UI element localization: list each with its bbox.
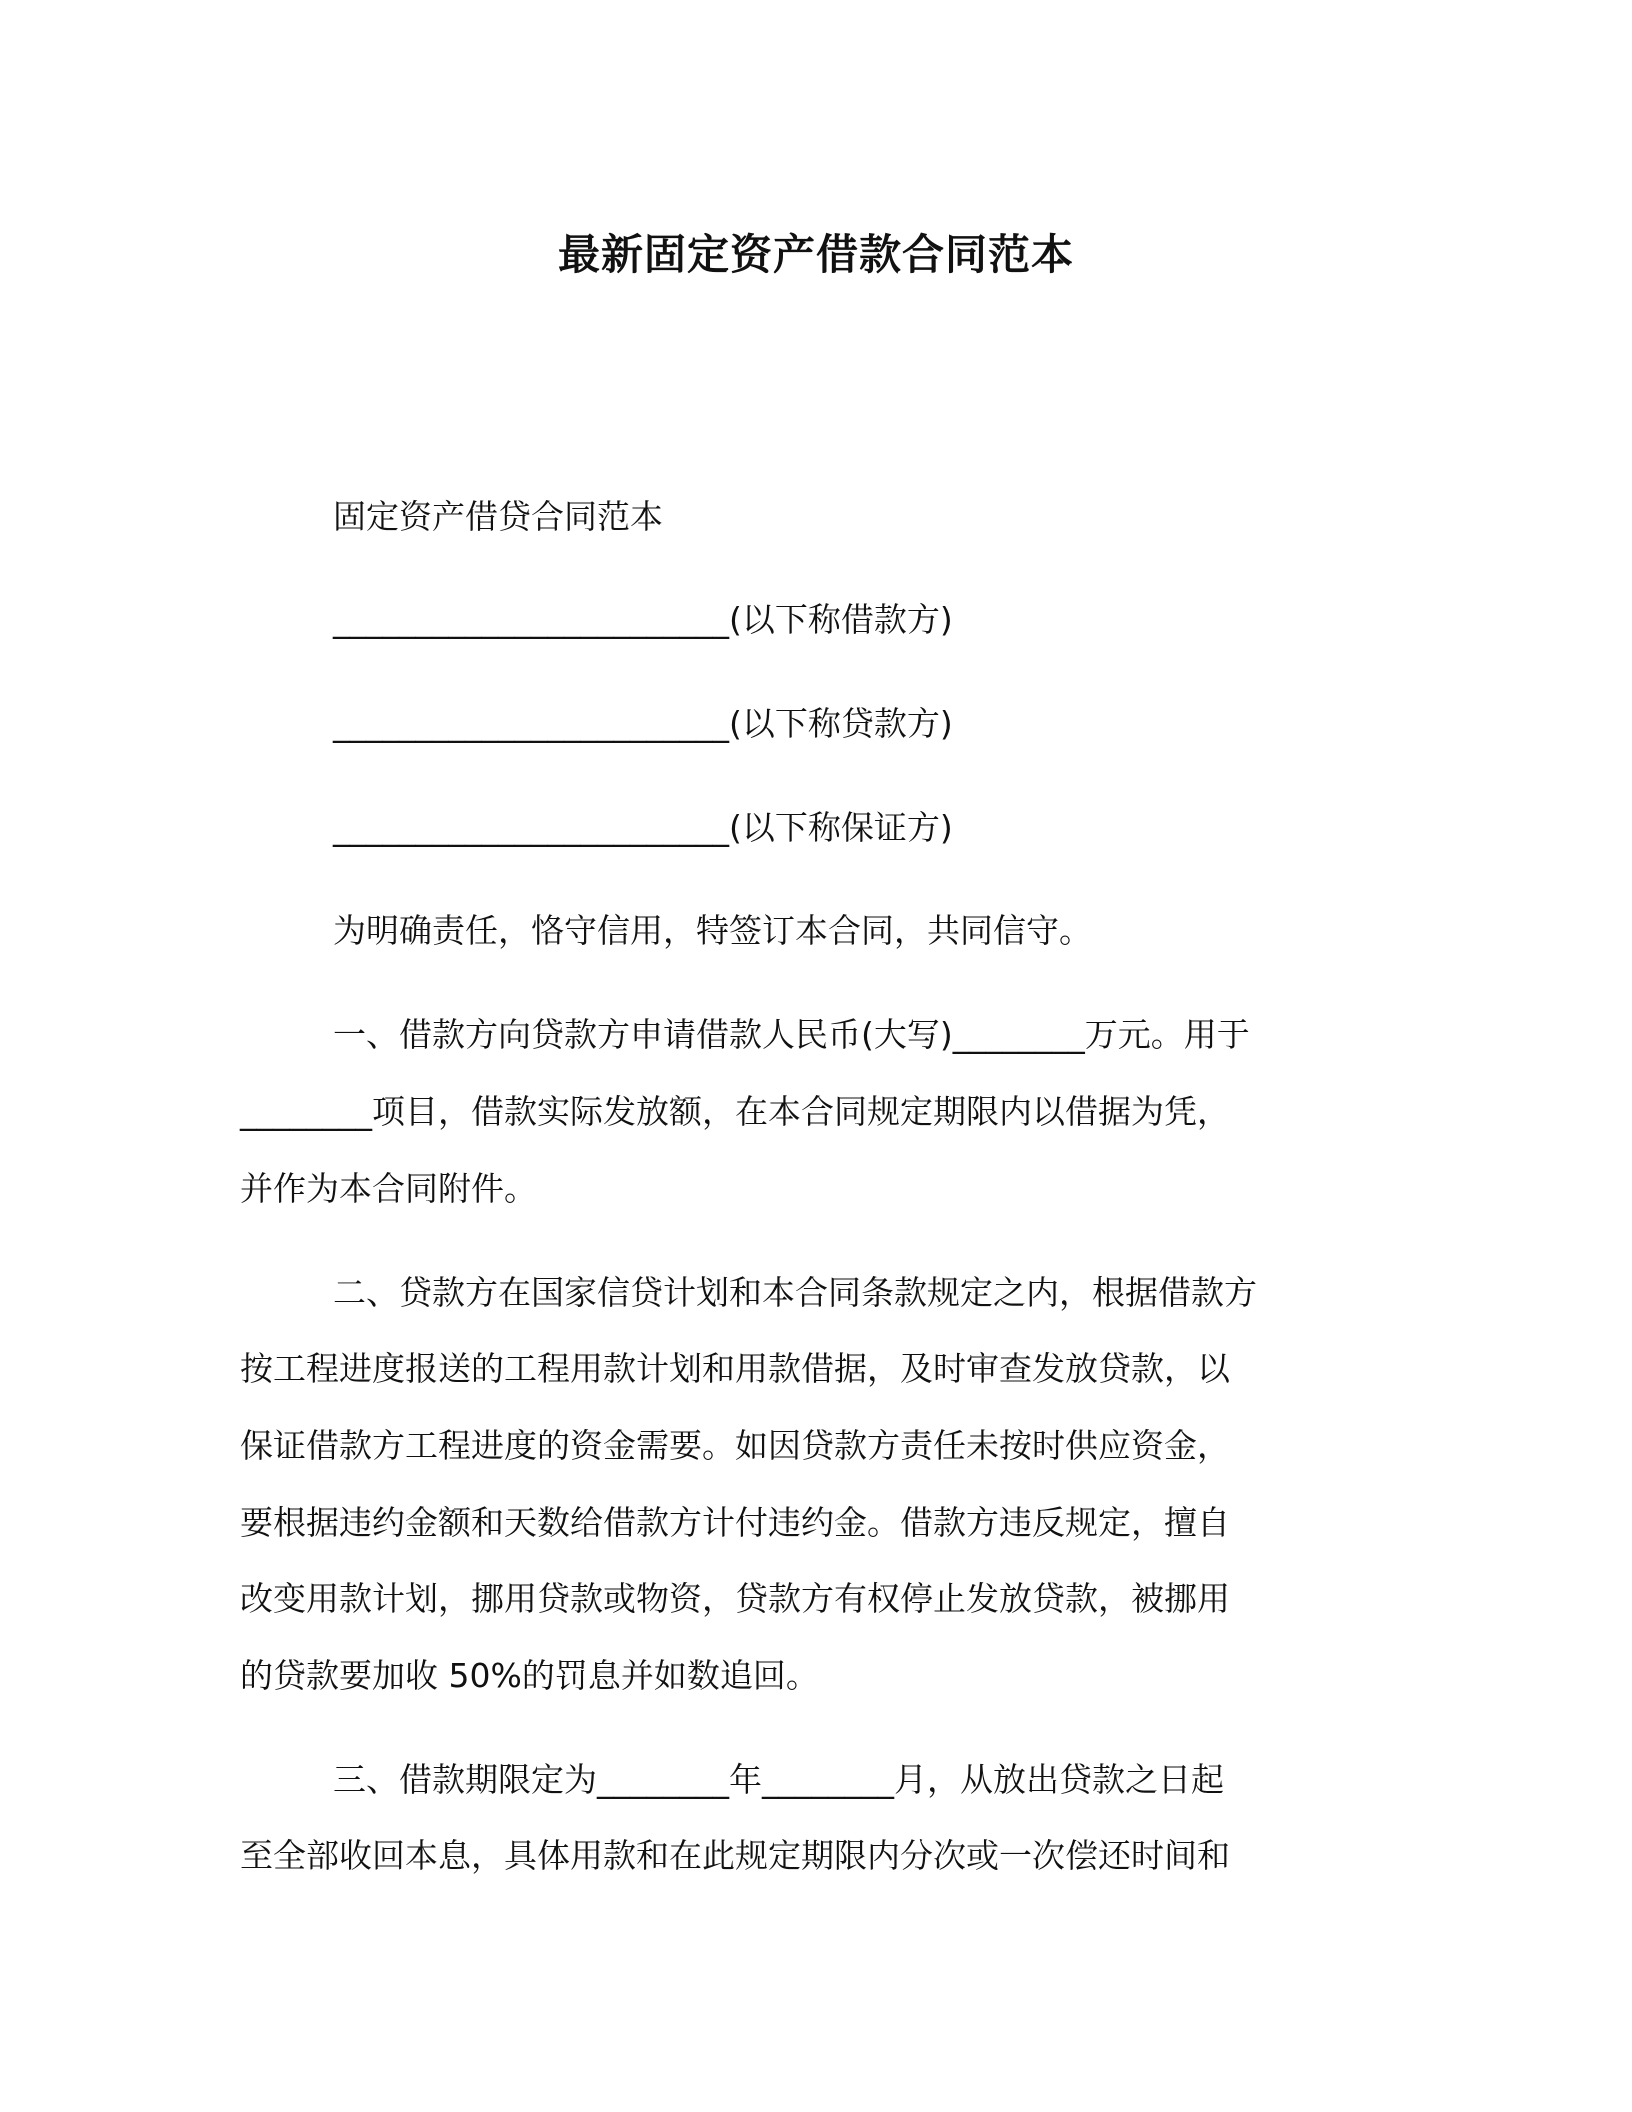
preamble: 为明确责任，恪守信用，特签订本合同，共同信守。 xyxy=(333,911,1092,950)
clause2-line5: 改变用款计划，挪用贷款或物资，贷款方有权停止发放贷款，被挪用 xyxy=(240,1579,1230,1618)
clause3-line1: 三、借款期限定为________年________月，从放出贷款之日起 xyxy=(333,1760,1224,1799)
clause2-line6: 的贷款要加收 50%的罚息并如数追回。 xyxy=(240,1656,819,1695)
clause1-line2: ________项目，借款实际发放额，在本合同规定期限内以借据为凭， xyxy=(240,1092,1230,1131)
clause1-line3: 并作为本合同附件。 xyxy=(240,1169,537,1208)
party-lender: ________________________(以下称贷款方) xyxy=(333,704,953,743)
clause2-line3: 保证借款方工程进度的资金需要。如因贷款方责任未按时供应资金， xyxy=(240,1426,1230,1465)
subtitle: 固定资产借贷合同范本 xyxy=(333,497,663,536)
clause2-line2: 按工程进度报送的工程用款计划和用款借据，及时审查发放贷款，以 xyxy=(240,1349,1230,1388)
clause2-line4: 要根据违约金额和天数给借款方计付违约金。借款方违反规定，擅自 xyxy=(240,1503,1230,1542)
party-guarantor: ________________________(以下称保证方) xyxy=(333,808,953,847)
document-title: 最新固定资产借款合同范本 xyxy=(557,230,1074,279)
clause2-line1: 二、贷款方在国家信贷计划和本合同条款规定之内，根据借款方 xyxy=(333,1273,1257,1312)
clause1-line1: 一、借款方向贷款方申请借款人民币(大写)________万元。用于 xyxy=(333,1015,1250,1054)
party-borrower: ________________________(以下称借款方) xyxy=(333,600,953,639)
clause3-line2: 至全部收回本息，具体用款和在此规定期限内分次或一次偿还时间和 xyxy=(240,1836,1230,1875)
